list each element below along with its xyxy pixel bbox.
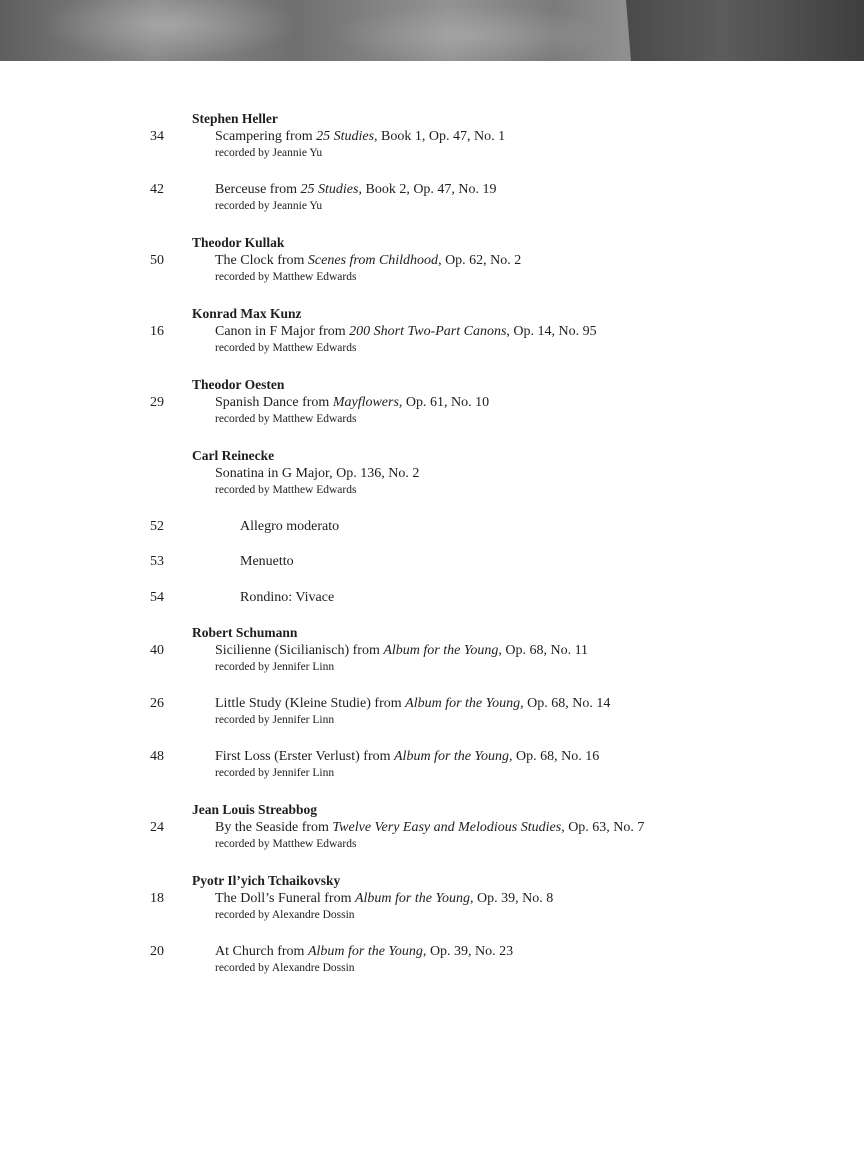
- collection-title: Scenes from Childhood: [307, 253, 439, 268]
- opus-number: Op. 39, No. 8: [473, 891, 554, 906]
- page-number: 24: [150, 820, 164, 835]
- page-number: 40: [150, 643, 164, 658]
- collection-title: Album for the Young,: [383, 643, 502, 658]
- piece-name: First Loss (Erster Verlust) from: [215, 749, 394, 764]
- opus-number: , Book 1, Op. 47, No. 1: [374, 129, 506, 144]
- piece-name: At Church from: [215, 944, 308, 959]
- page-number: 26: [150, 696, 164, 711]
- recorded-by: recorded by Alexandre Dossin: [215, 909, 355, 921]
- page-number: 20: [150, 944, 164, 959]
- recorded-by: recorded by Matthew Edwards: [215, 484, 357, 496]
- movement-title: Rondino: Vivace: [240, 590, 335, 605]
- piece-title: [215, 395, 489, 411]
- opus-number: Op. 68, No. 11: [501, 643, 589, 658]
- composer-name: Konrad Max Kunz: [192, 306, 302, 321]
- recorded-by: recorded by Jennifer Linn: [215, 767, 335, 779]
- piece-name: Canon in F Major from: [215, 324, 350, 339]
- collection-title: Album for the Young,: [405, 696, 524, 711]
- collection-title: 25 Studies: [316, 129, 375, 144]
- page-number: 52: [150, 519, 164, 534]
- piece-name: Little Study (Kleine Studie) from: [215, 696, 406, 711]
- banner-cloud: [40, 0, 300, 60]
- recorded-by: recorded by Jennifer Linn: [215, 714, 335, 726]
- piece-name: The Clock from: [215, 253, 308, 268]
- piece-name: Sicilienne (Sicilianisch) from: [215, 643, 384, 658]
- composer-name: Theodor Oesten: [192, 377, 285, 392]
- composer-name: Carl Reinecke: [192, 448, 275, 463]
- recorded-by: recorded by Jeannie Yu: [215, 147, 323, 159]
- collection-title: Album for the Young,: [354, 891, 474, 906]
- piece-title: [215, 944, 513, 960]
- banner-tab: [626, 0, 864, 61]
- composer-name: Theodor Kullak: [192, 235, 285, 250]
- opus-number: , Op. 14, No. 95: [506, 324, 597, 339]
- piece-title: [215, 643, 588, 659]
- recorded-by: recorded by Jeannie Yu: [215, 200, 323, 212]
- piece-title: [215, 696, 610, 712]
- page-number: 29: [150, 395, 164, 410]
- page-number: 34: [150, 129, 164, 144]
- page-number: 18: [150, 891, 164, 906]
- page-number: 48: [150, 749, 164, 764]
- piece-title: [215, 182, 497, 198]
- opus-number: , Op. 63, No. 7: [561, 820, 645, 835]
- piece-title: [215, 253, 521, 269]
- page-number: 54: [150, 590, 164, 605]
- piece-name: The Doll’s Funeral from: [215, 891, 355, 906]
- collection-title: Twelve Very Easy and Melodious Studies: [332, 820, 562, 835]
- composer-name: Jean Louis Streabbog: [192, 802, 318, 817]
- piece-name: By the Seaside from: [215, 820, 333, 835]
- recorded-by: recorded by Matthew Edwards: [215, 413, 357, 425]
- page-number: 50: [150, 253, 164, 268]
- piece-title: [215, 749, 599, 765]
- header-banner: [0, 0, 864, 61]
- collection-title: 25 Studies: [300, 182, 359, 197]
- movement-title: Menuetto: [240, 554, 294, 569]
- piece-title: [215, 820, 644, 836]
- piece-title: [215, 466, 419, 482]
- piece-name: Sonatina in G Major, Op. 136, No. 2: [215, 466, 420, 481]
- opus-number: , Op. 62, No. 2: [438, 253, 522, 268]
- movement-title: Allegro moderato: [240, 519, 340, 534]
- opus-number: Op. 39, No. 23: [426, 944, 514, 959]
- composer-name: Pyotr Il’yich Tchaikovsky: [192, 873, 341, 888]
- recorded-by: recorded by Matthew Edwards: [215, 838, 357, 850]
- piece-title: [215, 891, 553, 907]
- recorded-by: recorded by Jennifer Linn: [215, 661, 335, 673]
- opus-number: , Op. 61, No. 10: [398, 395, 490, 410]
- recorded-by: recorded by Matthew Edwards: [215, 271, 357, 283]
- collection-title: 200 Short Two-Part Canons: [349, 324, 507, 339]
- banner-cloud: [330, 5, 610, 61]
- page-number: 16: [150, 324, 164, 339]
- piece-name: Spanish Dance from: [215, 395, 333, 410]
- page-number: 42: [150, 182, 164, 197]
- recorded-by: recorded by Alexandre Dossin: [215, 962, 355, 974]
- composer-name: Robert Schumann: [192, 625, 298, 640]
- composer-name: Stephen Heller: [192, 111, 278, 126]
- recorded-by: recorded by Matthew Edwards: [215, 342, 357, 354]
- piece-title: [215, 129, 505, 145]
- collection-title: Album for the Young,: [394, 749, 513, 764]
- piece-title: [215, 324, 597, 340]
- collection-title: Album for the Young,: [307, 944, 427, 959]
- opus-number: Op. 68, No. 14: [523, 696, 611, 711]
- piece-name: Berceuse from: [215, 182, 301, 197]
- piece-name: Scampering from: [215, 129, 317, 144]
- page-number: 53: [150, 554, 164, 569]
- opus-number: , Book 2, Op. 47, No. 19: [358, 182, 497, 197]
- collection-title: Mayflowers: [332, 395, 399, 410]
- opus-number: Op. 68, No. 16: [512, 749, 600, 764]
